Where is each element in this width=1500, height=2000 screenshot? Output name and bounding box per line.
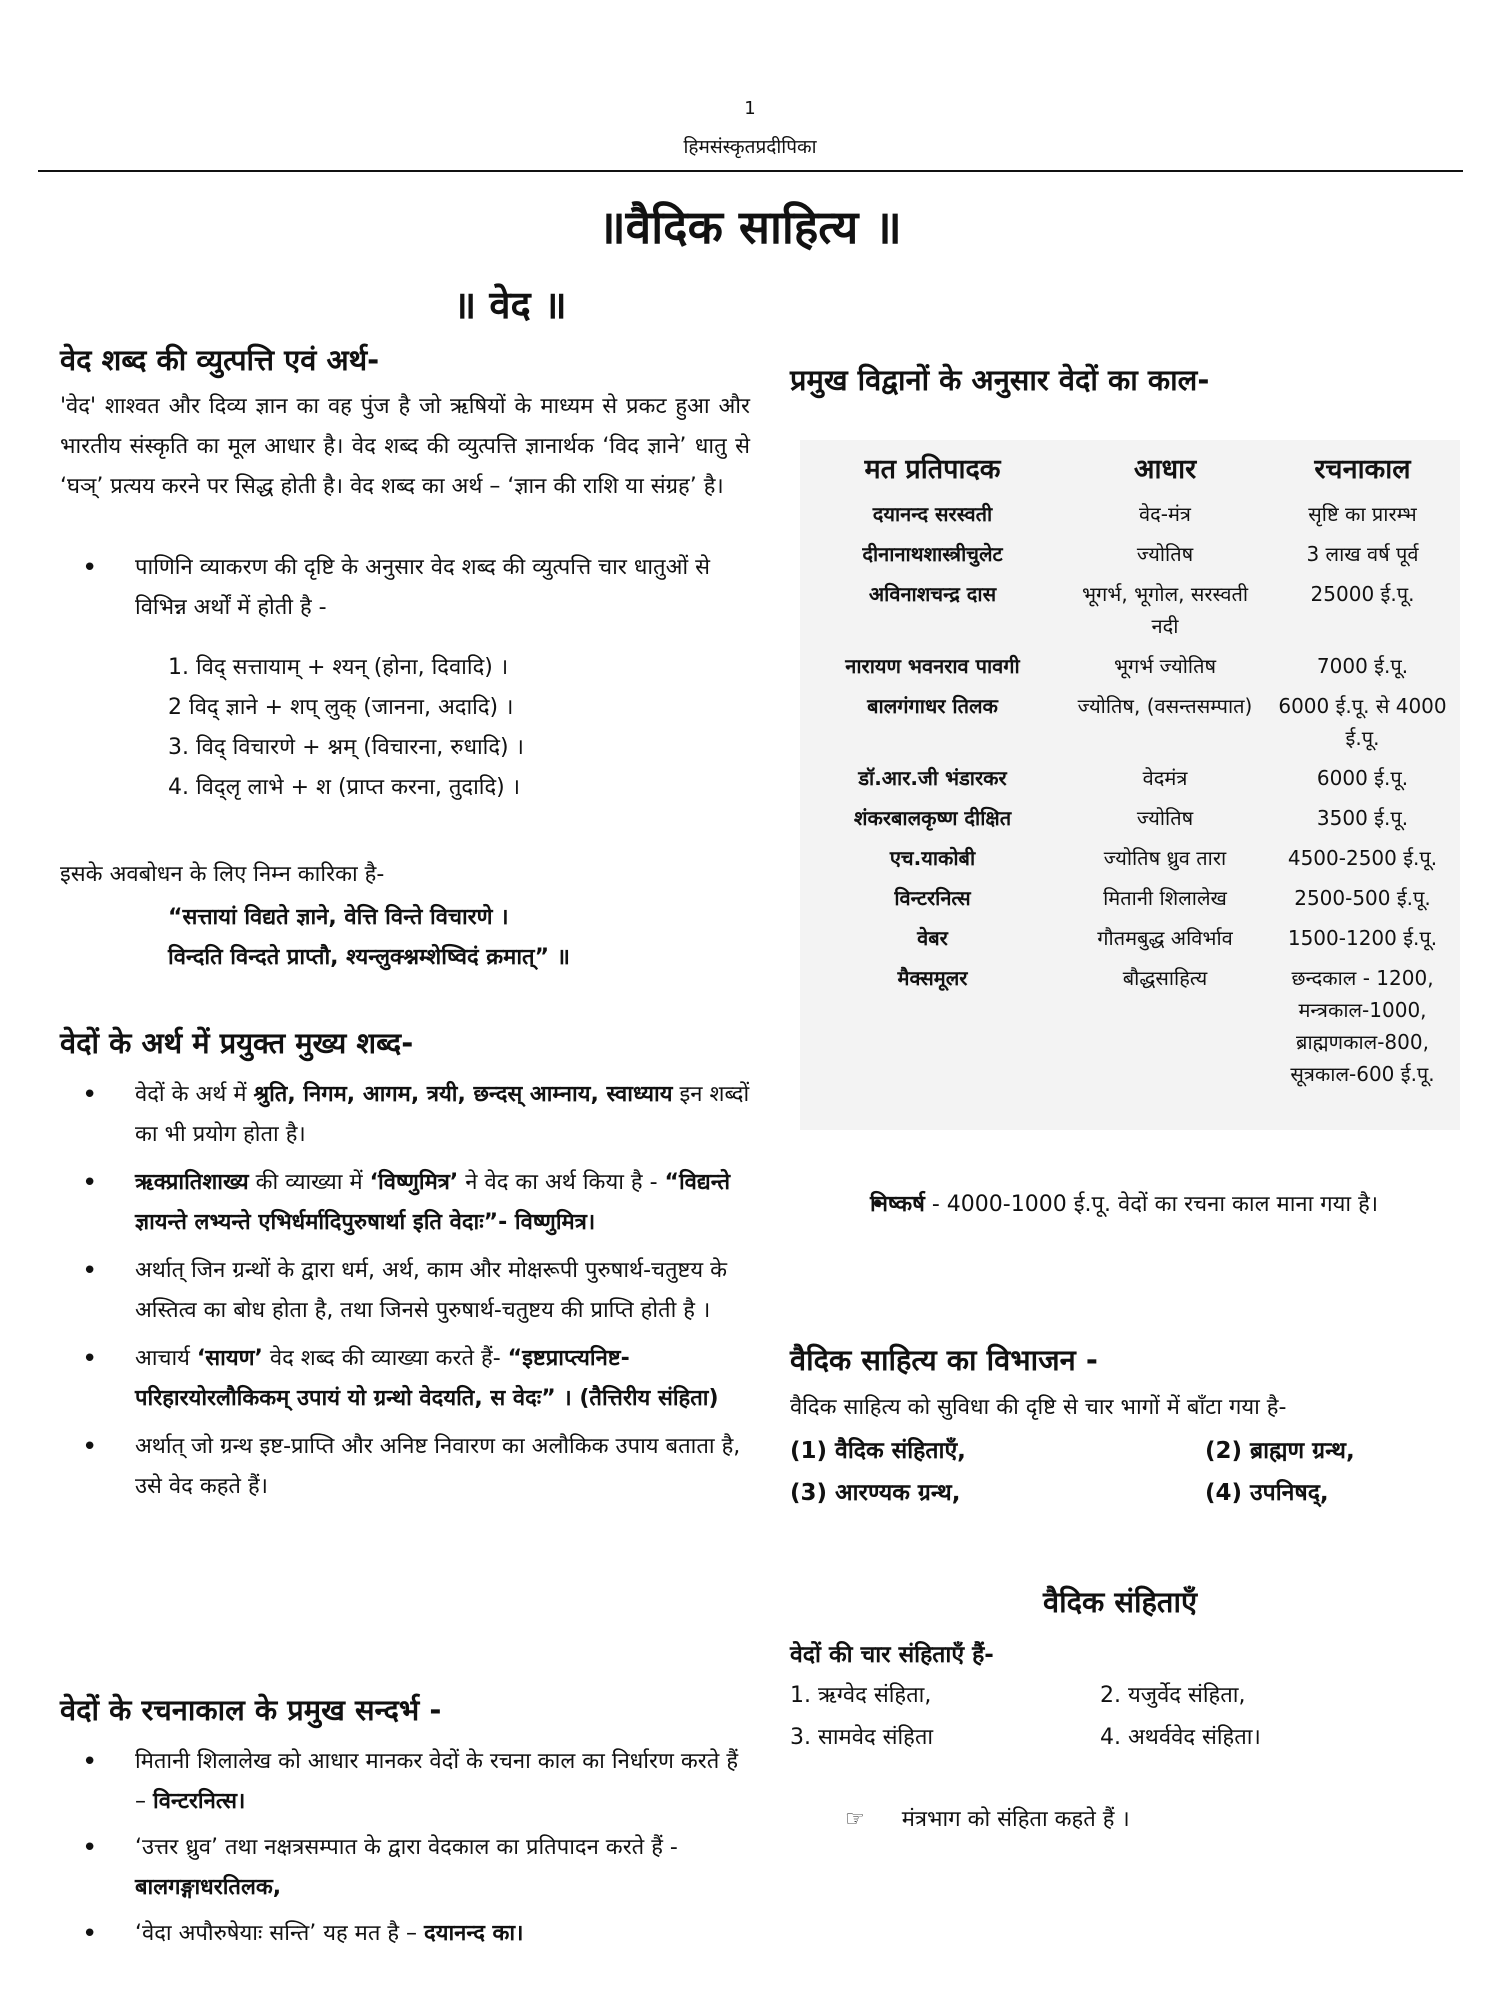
samhita-subheading: वेदों की चार संहिताएँ हैं-	[790, 1642, 994, 1668]
table-cell-basis: ज्योतिष	[1136, 806, 1194, 830]
table-cell-basis: भूगर्भ ज्योतिष	[1113, 654, 1217, 678]
table-row	[805, 574, 1455, 646]
list-item	[60, 1251, 750, 1331]
table-cell-period: 7000 ई.पू.	[1316, 654, 1409, 678]
root-3: 3. विद् विचारणे + श्नम् (विचारना, रुधादि) ।	[168, 735, 524, 760]
table-cell-period: 3 लाख वर्ष पूर्व	[1306, 542, 1419, 566]
bold-terms: श्रुति, निगम, आगम, त्रयी, छन्दस् आम्नाय, स्वाध्याय	[253, 1082, 673, 1107]
table-cell-basis: ज्योतिष	[1136, 542, 1194, 566]
table-cell-name: एच.याकोबी	[889, 846, 976, 870]
karika-line-1: “सत्तायां विद्यते ज्ञाने, वेत्ति विन्ते विचारणे ।	[168, 905, 509, 930]
header-rule	[38, 170, 1463, 172]
column-header: आधार	[1133, 454, 1197, 485]
table-cell-basis: गौतमबुद्ध अविर्भाव	[1097, 926, 1233, 950]
text: - 4000-1000 ई.पू. वेदों का रचना काल माना गया है।	[924, 1192, 1379, 1217]
root-4: 4. विद्लृ लाभे + श (प्राप्त करना, तुदादि) ।	[168, 775, 521, 800]
table-row	[805, 686, 1455, 758]
samhita-note	[845, 1800, 1130, 1840]
etymology-heading: वेद शब्द की व्युत्पत्ति एवं अर्थ-	[60, 343, 380, 377]
samhita-item: 4. अथर्ववेद संहिता।	[1100, 1725, 1261, 1750]
division-part: (4) उपनिषद्,	[1205, 1480, 1329, 1506]
table-cell-period: छन्दकाल - 1200, मन्त्रकाल-1000, ब्राह्मणकाल-800, सूत्रकाल-600 ई.पू.	[1290, 966, 1435, 1086]
table-row	[805, 878, 1455, 918]
division-parts	[790, 1430, 1455, 1514]
table-cell-basis: वेद-मंत्र	[1139, 502, 1191, 526]
table-row	[805, 798, 1455, 838]
bold-term: दयानन्द का।	[424, 1921, 524, 1946]
table-cell-period: 3500 ई.पू.	[1316, 806, 1409, 830]
table-cell-period: 1500-1200 ई.पू.	[1287, 926, 1438, 950]
division-heading: वैदिक साहित्य का विभाजन -	[790, 1343, 1098, 1377]
words-heading: वेदों के अर्थ में प्रयुक्त मुख्य शब्द-	[60, 1026, 414, 1060]
list-item	[60, 1742, 750, 1822]
bold-term: ऋक्प्रातिशाख्य	[135, 1170, 249, 1195]
table-cell-name: विन्टरनित्स	[894, 886, 971, 910]
list-item	[60, 1075, 750, 1155]
table-cell-name: नारायण भवनराव पावगी	[845, 654, 1020, 678]
table-cell-period: 2500-500 ई.पू.	[1294, 886, 1431, 910]
note-text: मंत्रभाग को संहिता कहते हैं ।	[901, 1807, 1130, 1832]
table-cell-name: बालगंगाधर तिलक	[867, 694, 998, 718]
table-cell-basis: बौद्धसाहित्य	[1122, 966, 1208, 990]
text: अर्थात् जिन ग्रन्थों के द्वारा धर्म, अर्थ, काम और मोक्षरूपी पुरुषार्थ-चतुष्टय के अस्तित्व का बोध होता है, तथा जिनसे पुरुषार्थ-चतुष्टय की प्राप्ति होती है ।	[135, 1258, 728, 1323]
karika-intro: इसके अवबोधन के लिए निम्न कारिका है-	[60, 862, 385, 887]
running-head: हिमसंस्कृतप्रदीपिका	[683, 136, 817, 158]
etymology-paragraph: 'वेद' शाश्वत और दिव्य ज्ञान का वह पुंज है जो ऋषियों के माध्यम से प्रकट हुआ और भारतीय संस्कृति का मूल आधार है। वेद शब्द की व्युत्पत्ति ज्ञानार्थक ‘विद ज्ञाने’ धातु से ‘घञ्’ प्रत्यय करने पर सिद्ध होती है। वेद शब्द का अर्थ – ‘ज्ञान की राशि या संग्रह’ है।	[60, 394, 750, 499]
table-row	[805, 958, 1455, 1094]
text: मितानी शिलालेख को आधार मानकर वेदों के रचना काल का निर्धारण करते हैं –	[135, 1749, 739, 1814]
table-row	[805, 918, 1455, 958]
bold-quote: “इष्टप्राप्त्यनिष्ट-परिहारयोरलौकिकम् उपायं यो ग्रन्थो वेदयति, स वेदः” । (तैत्तिरीय संहिता)	[135, 1346, 719, 1411]
pointing-hand-icon: ☞	[845, 1807, 865, 1832]
text: इन शब्दों का भी प्रयोग होता है।	[135, 1082, 750, 1147]
table-cell-name: डॉ.आर.जी भंडारकर	[858, 766, 1007, 790]
table-cell-basis: ज्योतिष ध्रुव तारा	[1103, 846, 1227, 870]
text: ‘वेदा अपौरुषेयाः सन्ति’ यह मत है –	[135, 1921, 425, 1946]
table-row	[805, 758, 1455, 798]
samhita-item: 2. यजुर्वेद संहिता,	[1100, 1683, 1246, 1708]
division-part: (2) ब्राह्मण ग्रन्थ,	[1205, 1438, 1355, 1464]
root-2: 2 विद् ज्ञाने + शप् लुक् (जानना, अदादि) ।	[168, 695, 514, 720]
table-row	[805, 646, 1455, 686]
table-cell-period: 25000 ई.पू.	[1310, 582, 1415, 606]
table-cell-name: मैक्समूलर	[897, 966, 968, 990]
page-title: ॥वैदिक साहित्य ॥	[598, 200, 902, 254]
words-bullets	[60, 1075, 750, 1507]
division-part: (3) आरण्यक ग्रन्थ,	[790, 1480, 961, 1506]
list-item	[60, 548, 750, 628]
bold-term: विन्टरनित्स।	[153, 1789, 246, 1814]
conclusion-bullet	[810, 1185, 1470, 1225]
table-cell-period: सृष्टि का प्रारम्भ	[1308, 502, 1417, 526]
bold-quote: “विद्यन्ते ज्ञायन्ते लभ्यन्ते एभिर्धर्मादिपुरुषार्था इति वेदाः”- विष्णुमित्र।	[135, 1170, 731, 1235]
table-cell-basis: ज्योतिष, (वसन्तसम्पात)	[1077, 694, 1253, 718]
list-item	[60, 1339, 750, 1419]
scholars-heading: प्रमुख विद्वानों के अनुसार वेदों का काल-	[790, 363, 1210, 397]
table-cell-basis: भूगर्भ, भूगोल, सरस्वती नदी	[1081, 582, 1249, 638]
samhita-list	[790, 1675, 1380, 1759]
panini-text: पाणिनि व्याकरण की दृष्टि के अनुसार वेद शब्द की व्युत्पत्ति चार धातुओं से विभिन्न अर्थों में होती है -	[135, 555, 710, 620]
table-cell-period: 6000 ई.पू.	[1316, 766, 1409, 790]
bold-term: बालगङ्गाधरतिलक,	[135, 1875, 282, 1900]
bold-term: ‘विष्णुमित्र’	[369, 1170, 459, 1195]
table-cell-name: वेबर	[917, 926, 948, 950]
table-cell-name: अविनाशचन्द्र दास	[868, 582, 997, 606]
text: वेद शब्द की व्याख्या करते हैं-	[262, 1346, 508, 1371]
table-cell-name: दीनानाथशास्त्रीचुलेट	[862, 542, 1003, 566]
samhita-item: 3. सामवेद संहिता	[790, 1725, 934, 1750]
table-cell-name: शंकरबालकृष्ण दीक्षित	[853, 806, 1012, 830]
page-number: 1	[744, 98, 756, 119]
root-1: 1. विद् सत्तायाम् + श्यन् (होना, दिवादि) ।	[168, 655, 509, 680]
text: वेदों के अर्थ में	[135, 1082, 254, 1107]
list-item	[810, 1185, 1470, 1225]
table-cell-basis: वेदमंत्र	[1142, 766, 1188, 790]
list-item	[60, 1914, 750, 1954]
table-row	[805, 494, 1455, 534]
table-row	[805, 838, 1455, 878]
table-cell-name: दयानन्द सरस्वती	[872, 502, 993, 526]
table-header-row	[805, 445, 1455, 494]
refs-heading: वेदों के रचनाकाल के प्रमुख सन्दर्भ -	[60, 1693, 442, 1727]
scholars-table	[805, 445, 1455, 1094]
etymology-bullets	[60, 548, 750, 628]
table-cell-period: 6000 ई.पू. से 4000 ई.पू.	[1278, 694, 1447, 750]
column-header: रचनाकाल	[1314, 454, 1411, 485]
table-cell-basis: मितानी शिलालेख	[1103, 886, 1227, 910]
samhita-item: 1. ऋग्वेद संहिता,	[790, 1683, 932, 1708]
division-intro: वैदिक साहित्य को सुविधा की दृष्टि से चार भागों में बाँटा गया है-	[790, 1395, 1287, 1420]
karika-line-2: विन्दति विन्दते प्राप्तौ, श्यन्लुक्श्नम्शेष्विदं क्रमात्” ॥	[168, 945, 570, 970]
text: ‘उत्तर ध्रुव’ तथा नक्षत्रसम्पात के द्वारा वेदकाल का प्रतिपादन करते हैं -	[135, 1835, 678, 1860]
list-item	[60, 1163, 750, 1243]
table-row	[805, 534, 1455, 574]
bold-term: निष्कर्ष	[870, 1192, 925, 1217]
text: की व्याख्या में	[248, 1170, 370, 1195]
text: अर्थात् जो ग्रन्थ इष्ट-प्राप्ति और अनिष्ट निवारण का अलौकिक उपाय बताता है, उसे वेद कहते हैं।	[135, 1434, 741, 1499]
bold-term: ‘सायण’	[196, 1346, 263, 1371]
samhita-heading: वैदिक संहिताएँ	[1043, 1585, 1197, 1619]
list-item	[60, 1828, 750, 1908]
section-title-veda: ॥ वेद ॥	[453, 283, 567, 327]
division-part: (1) वैदिक संहिताएँ,	[790, 1438, 966, 1464]
refs-bullets	[60, 1742, 750, 1954]
text: ने वेद का अर्थ किया है -	[458, 1170, 665, 1195]
column-header: मत प्रतिपादक	[864, 454, 1001, 485]
list-item	[60, 1427, 750, 1507]
text: आचार्य	[135, 1346, 197, 1371]
table-cell-period: 4500-2500 ई.पू.	[1287, 846, 1438, 870]
